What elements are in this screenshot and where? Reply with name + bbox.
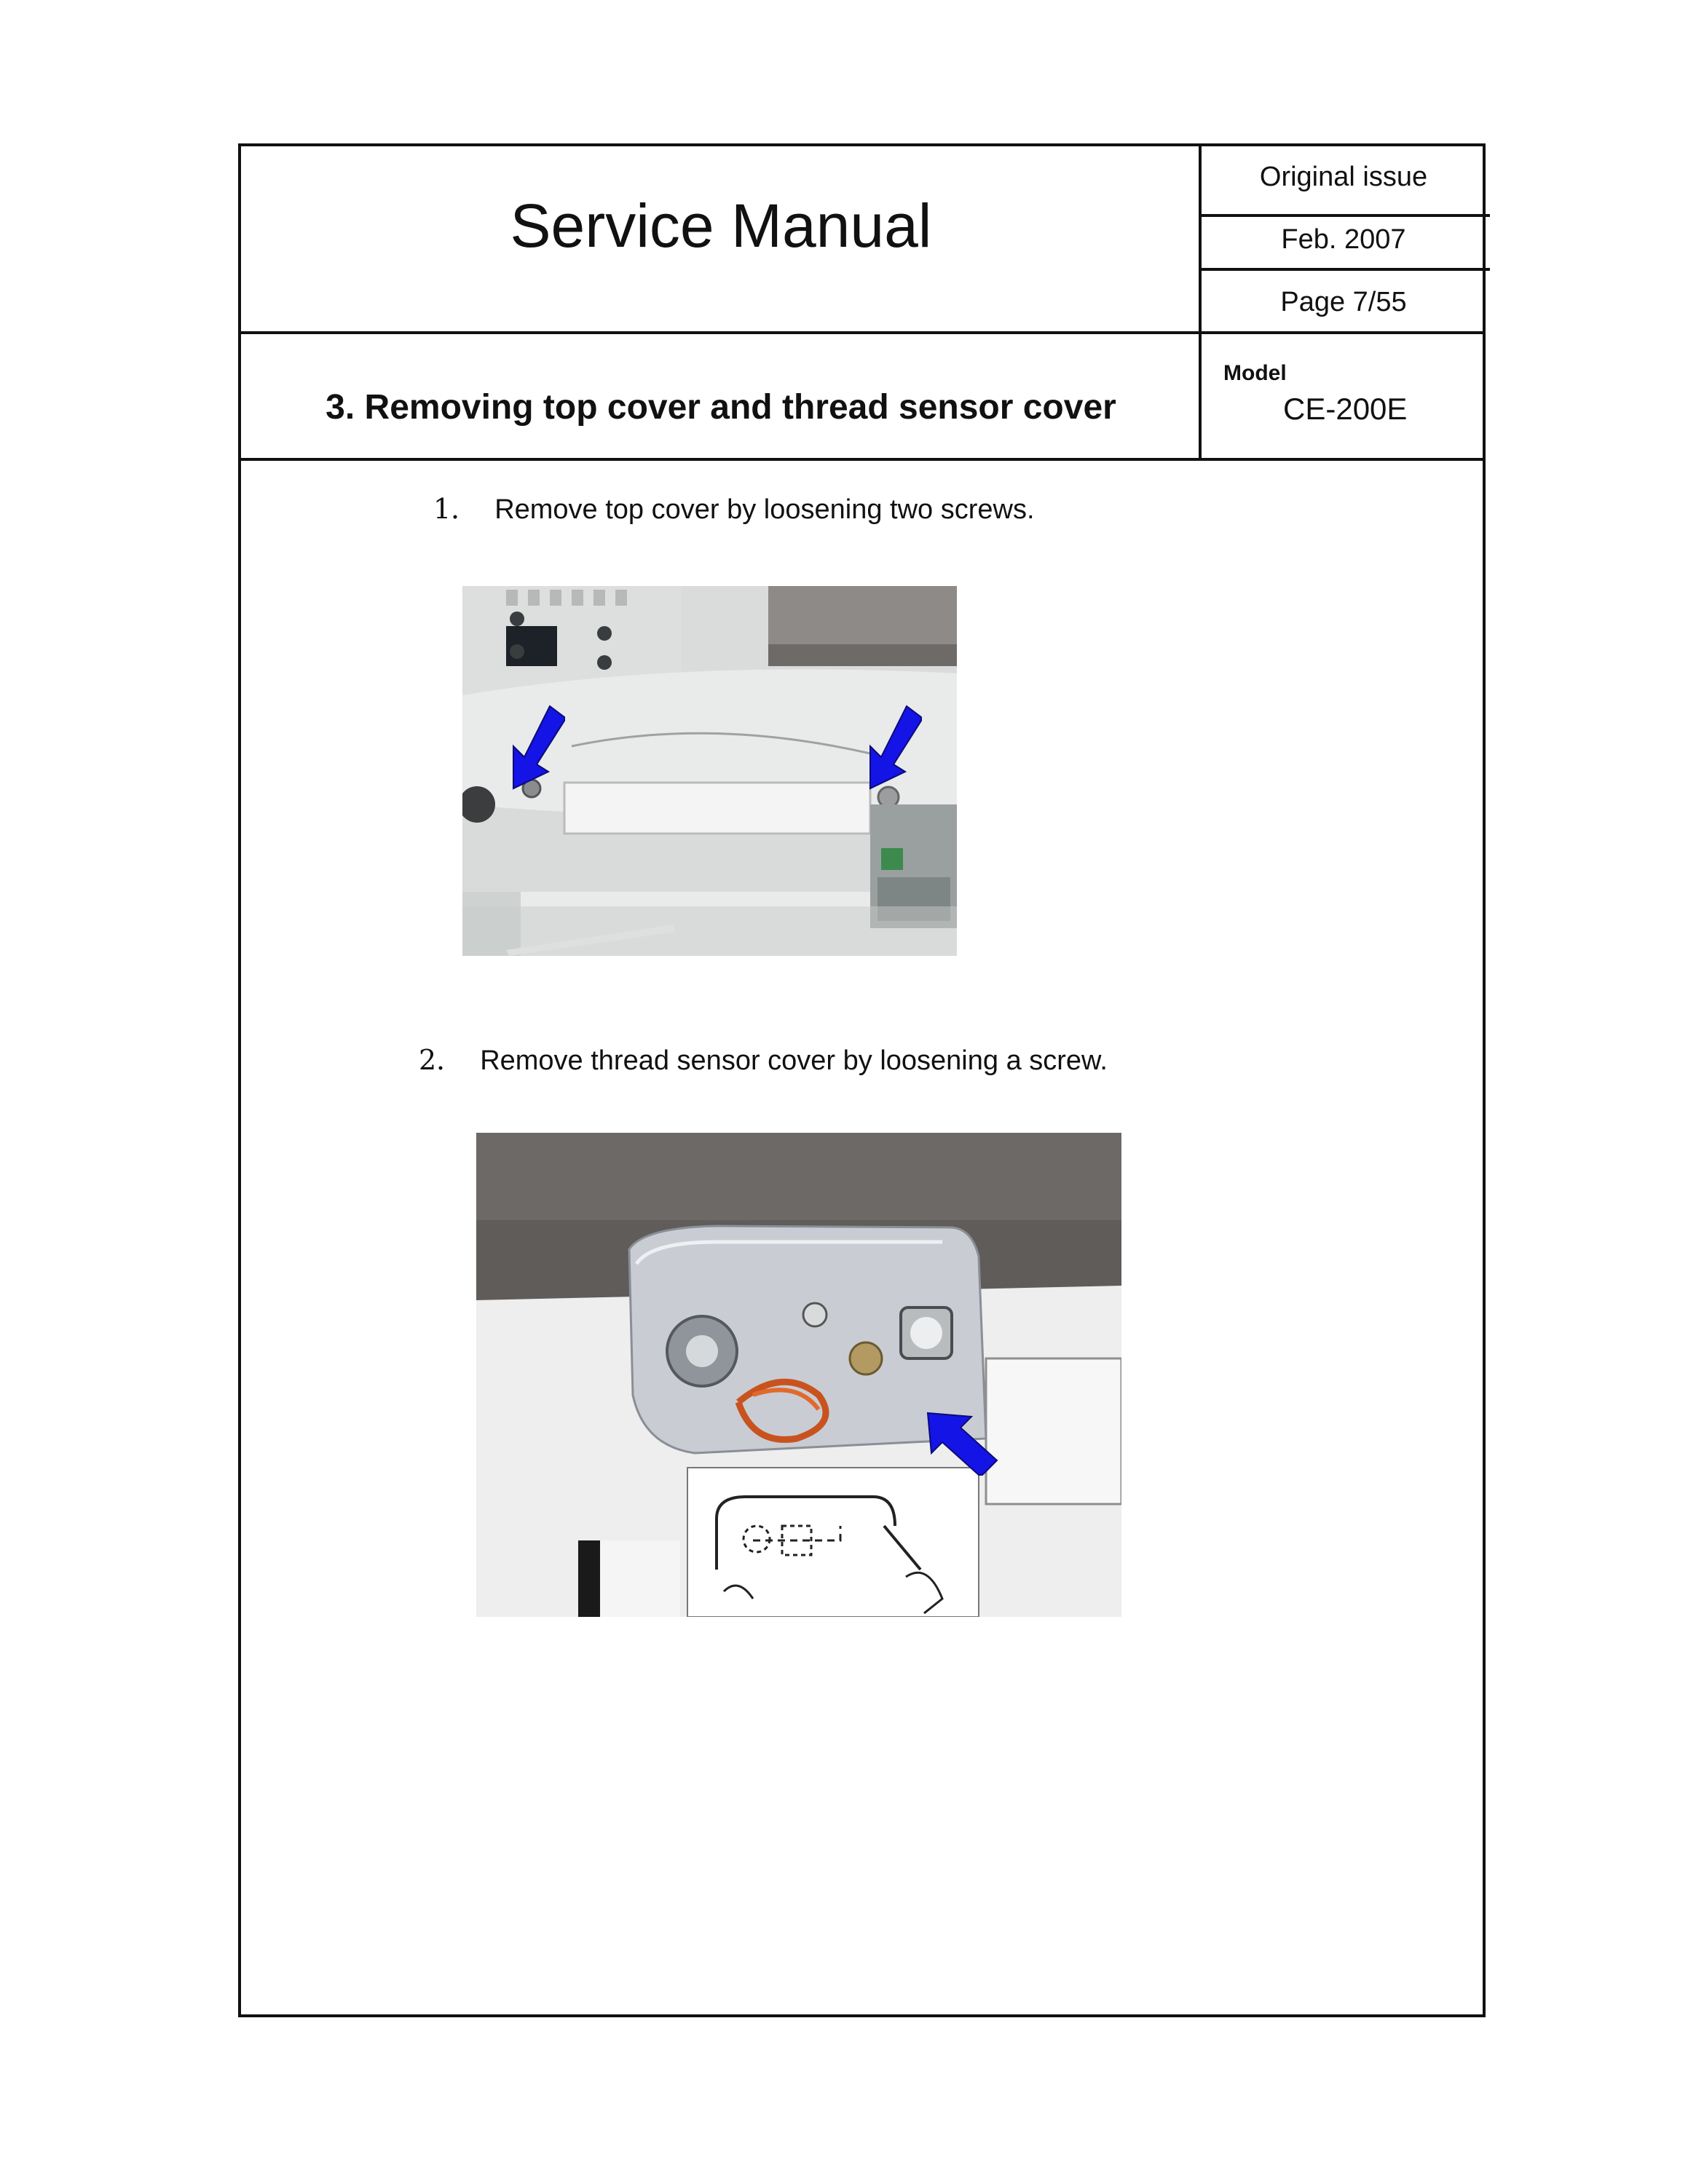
step-1-text: Remove top cover by loosening two screws. bbox=[494, 494, 1035, 525]
step-1-number: 1． bbox=[433, 493, 479, 525]
header-bottom-line bbox=[238, 331, 1486, 334]
photo-top-cover bbox=[462, 586, 957, 956]
issue-date: Feb. 2007 bbox=[1281, 224, 1406, 255]
model-value: CE-200E bbox=[1283, 392, 1408, 426]
photo-thread-sensor-cover bbox=[476, 1133, 1121, 1617]
section-title: 3. Removing top cover and thread sensor cover bbox=[326, 388, 1116, 427]
header-row-line-1 bbox=[1199, 214, 1490, 217]
page-title: Service Manual bbox=[510, 191, 932, 260]
step-1 bbox=[433, 486, 1035, 526]
step-2-text: Remove thread sensor cover by loosening a screw. bbox=[480, 1045, 1108, 1076]
section-bottom-line bbox=[238, 458, 1486, 461]
model-label: Model bbox=[1223, 361, 1287, 385]
original-issue-label: Original issue bbox=[1259, 162, 1428, 192]
header-row-line-2 bbox=[1199, 268, 1490, 271]
page-number: Page 7/55 bbox=[1280, 287, 1407, 317]
step-2-number: 2． bbox=[419, 1044, 465, 1076]
step-2 bbox=[419, 1037, 1108, 1077]
